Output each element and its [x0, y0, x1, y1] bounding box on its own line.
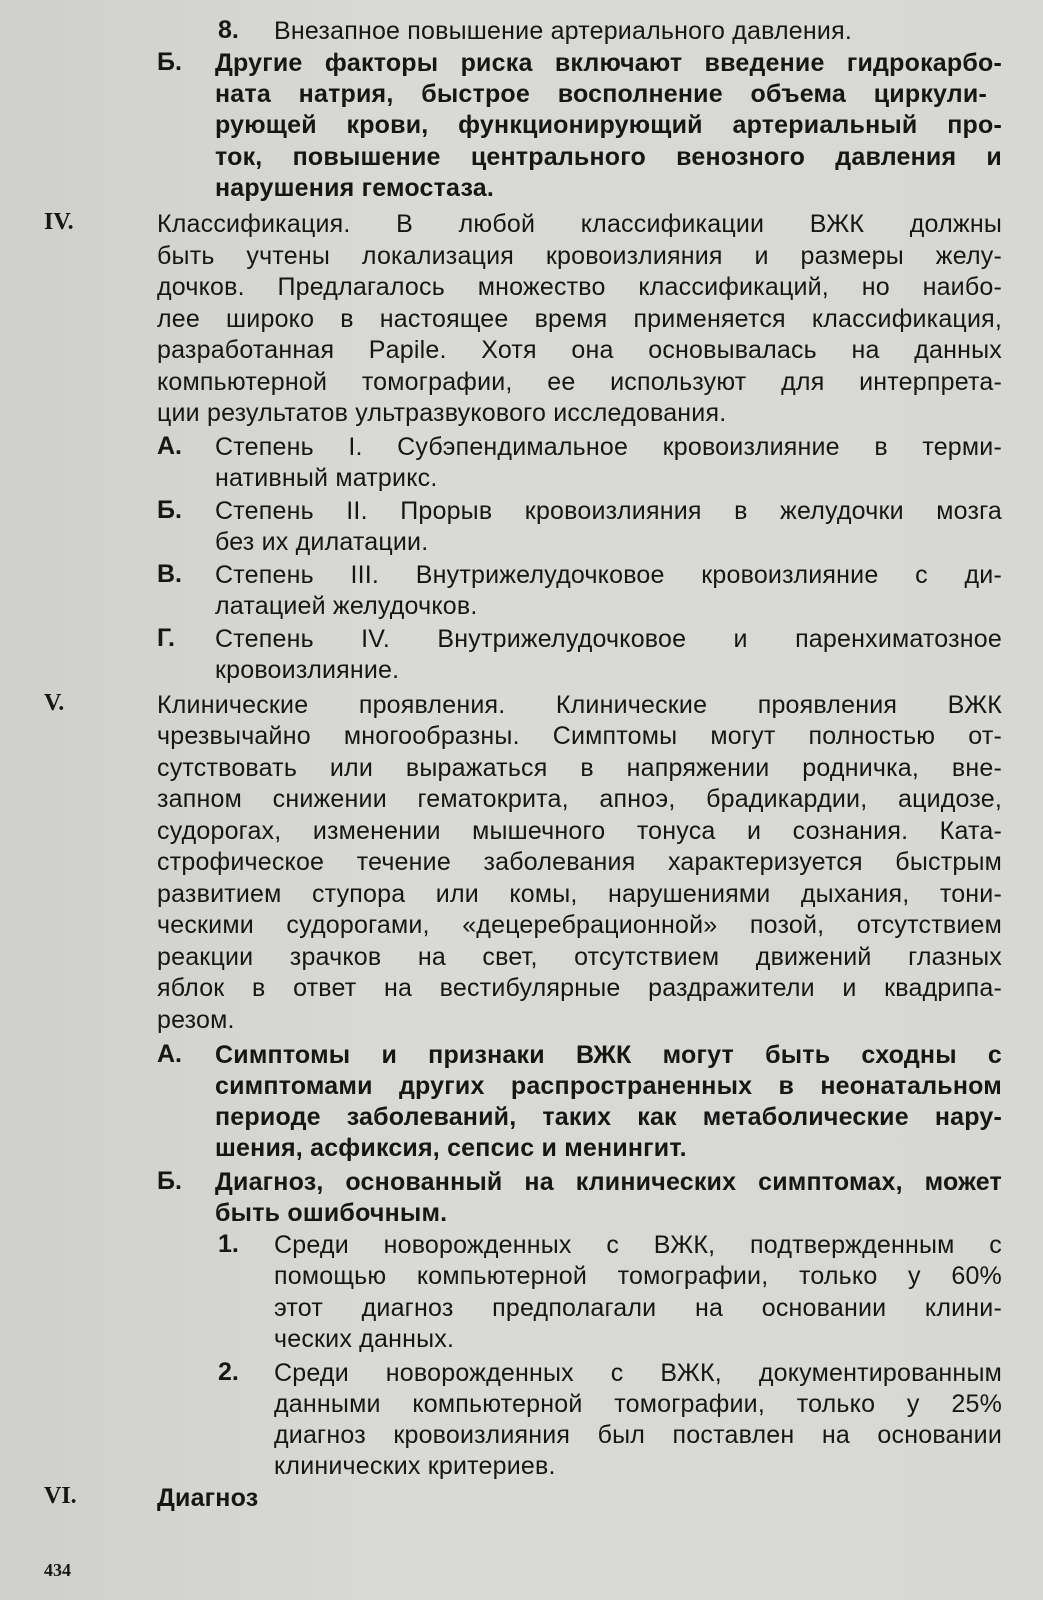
text-line: симптомами других распространенных в неонатальном	[215, 1072, 1002, 1100]
text-line: развитием ступора или комы, нарушениями дыхания, тони-	[157, 880, 1002, 908]
section-number-iv: IV.	[44, 209, 74, 235]
text-line: помощью компьютерной томографии, только у 60%	[274, 1262, 1002, 1290]
text-line: строфическое течение заболевания характеризуется быстрым	[157, 848, 1002, 876]
text-line: чрезвычайно многообразны. Симптомы могут полностью от-	[157, 722, 1002, 750]
text-line: Классификация. В любой классификации ВЖК должны	[157, 210, 1002, 238]
item-number-8: 8.	[218, 16, 239, 44]
text-line: рующей крови, функционирующий артериальный про-	[215, 111, 1002, 139]
text-line: диагноз кровоизлияния был поставлен на основании	[274, 1421, 1002, 1449]
item-letter-a: А.	[157, 1040, 182, 1068]
text-line: Среди новорожденных с ВЖК, подтвержденным с	[274, 1231, 1002, 1259]
text-line: ческими судорогами, «децеребрационной» позой, отсутствием	[157, 911, 1002, 939]
item-number-2: 2.	[218, 1358, 239, 1386]
text-line: Внезапное повышение артериального давления.	[274, 17, 852, 45]
page-number: 434	[44, 1560, 71, 1580]
text-line: нативный матрикс.	[215, 464, 438, 492]
section-number-v: V.	[44, 690, 65, 716]
item-letter-b: Б.	[157, 496, 182, 524]
text-line: Симптомы и признаки ВЖК могут быть сходны с	[215, 1041, 1002, 1069]
text-line: нарушения гемостаза.	[215, 174, 494, 202]
text-line: Среди новорожденных с ВЖК, документированным	[274, 1359, 1002, 1387]
item-letter-b: Б.	[157, 1167, 182, 1195]
text-line: сутствовать или выражаться в напряжении родничка, вне-	[157, 754, 1002, 782]
text-line: Другие факторы риска включают введение гидрокарбо-	[215, 49, 1002, 77]
text-line: яблок в ответ на вестибулярные раздражители и квадрипа-	[157, 974, 1002, 1002]
text-line: компьютерной томографии, ее используют для интерпрета-	[157, 368, 1002, 396]
text-line: реакции зрачков на свет, отсутствием движений глазных	[157, 943, 1002, 971]
item-letter-g: Г.	[157, 624, 175, 652]
text-line: периоде заболеваний, таких как метаболические нару-	[215, 1103, 1002, 1131]
text-line: разработанная Papile. Хотя она основывалась на данных	[157, 336, 1002, 364]
text-line: клинических критериев.	[274, 1452, 556, 1480]
section-number-vi: VI.	[44, 1483, 77, 1509]
text-line: ток, повышение центрального венозного давления и	[215, 143, 1002, 171]
text-line: Диагноз, основанный на клинических симптомах, может	[215, 1168, 1002, 1196]
text-line: ции результатов ультразвукового исследования.	[157, 399, 727, 427]
text-line: быть учтены локализация кровоизлияния и размеры желу-	[157, 242, 1002, 270]
text-line: запном снижении гематокрита, апноэ, брадикардии, ацидозе,	[157, 785, 1002, 813]
text-line: дочков. Предлагалось множество классификаций, но наибо-	[157, 273, 1002, 301]
item-letter-v: В.	[157, 560, 182, 588]
item-number-1: 1.	[218, 1230, 239, 1258]
text-line: Степень I. Субэпендимальное кровоизлияние в терми-	[215, 433, 1002, 461]
text-line: судорогах, изменении мышечного тонуса и сознания. Ката-	[157, 817, 1002, 845]
text-line: лее широко в настоящее время применяется классификация,	[157, 305, 1002, 333]
text-line: латацией желудочков.	[215, 592, 478, 620]
item-letter-a: А.	[157, 432, 182, 460]
text-line: Степень IV. Внутрижелудочковое и паренхиматозное	[215, 625, 1002, 653]
item-letter-b: Б.	[157, 48, 182, 76]
text-line: Клинические проявления. Клинические проявления ВЖК	[157, 691, 1002, 719]
section-heading: Диагноз	[157, 1484, 259, 1512]
text-line: резом.	[157, 1006, 235, 1034]
text-line: ната натрия, быстрое восполнение объема циркули-	[215, 80, 987, 108]
text-line: Степень III. Внутрижелудочковое кровоизлияние с ди-	[215, 561, 1002, 589]
text-line: шения, асфиксия, сепсис и менингит.	[215, 1134, 687, 1162]
text-line: Степень II. Прорыв кровоизлияния в желудочки мозга	[215, 497, 1002, 525]
text-line: ческих данных.	[274, 1325, 455, 1353]
text-line: кровоизлияние.	[215, 656, 400, 684]
text-line: без их дилатации.	[215, 528, 429, 556]
text-line: данными компьютерной томографии, только у 25%	[274, 1390, 1002, 1418]
text-line: этот диагноз предполагали на основании клини-	[274, 1294, 1002, 1322]
text-line: быть ошибочным.	[215, 1199, 448, 1227]
